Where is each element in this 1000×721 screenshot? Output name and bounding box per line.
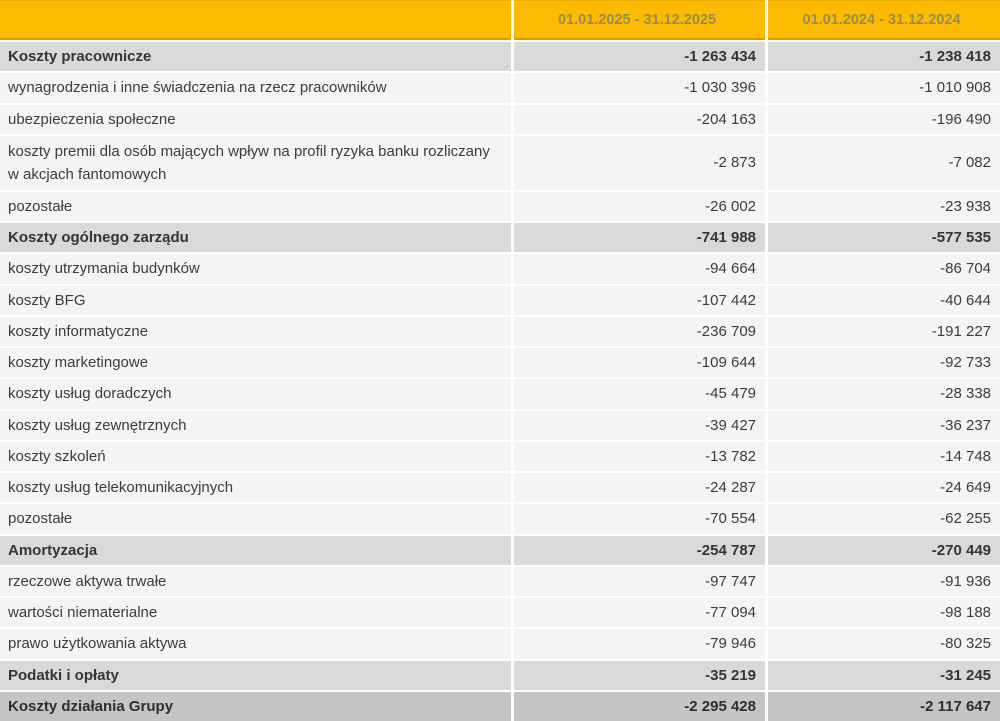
row-label: Koszty ogólnego zarządu	[0, 223, 511, 252]
row-value-2024: -36 237	[768, 411, 1000, 440]
row-value-2025: -97 747	[514, 567, 765, 596]
row-label: pozostałe	[0, 504, 511, 533]
row-value-2025: -45 479	[514, 379, 765, 408]
row-value-2025: -2 295 428	[514, 692, 765, 721]
row-label: koszty BFG	[0, 286, 511, 315]
row-value-2024: -191 227	[768, 317, 1000, 346]
row-label: Koszty działania Grupy	[0, 692, 511, 721]
table-body	[0, 42, 1000, 721]
table-row	[0, 348, 1000, 377]
header-empty-cell	[0, 0, 511, 40]
table-row	[0, 692, 1000, 721]
row-label: koszty szkoleń	[0, 442, 511, 471]
row-value-2025: -77 094	[514, 598, 765, 627]
row-label: rzeczowe aktywa trwałe	[0, 567, 511, 596]
row-value-2024: -196 490	[768, 105, 1000, 134]
table-row	[0, 317, 1000, 346]
row-value-2024: -80 325	[768, 629, 1000, 658]
table-row	[0, 473, 1000, 502]
table-row	[0, 629, 1000, 658]
row-label: koszty premii dla osób mających wpływ na profil ryzyka banku rozliczany w akcjach fantomowych	[0, 136, 511, 190]
table-header-row	[0, 0, 1000, 40]
row-value-2025: -254 787	[514, 536, 765, 565]
row-value-2025: -35 219	[514, 661, 765, 690]
table-row	[0, 567, 1000, 596]
row-value-2024: -28 338	[768, 379, 1000, 408]
row-value-2025: -70 554	[514, 504, 765, 533]
row-value-2025: -79 946	[514, 629, 765, 658]
row-label: wynagrodzenia i inne świadczenia na rzecz pracowników	[0, 73, 511, 102]
row-value-2024: -31 245	[768, 661, 1000, 690]
table-row	[0, 42, 1000, 71]
row-label: koszty usług telekomunikacyjnych	[0, 473, 511, 502]
row-value-2025: -13 782	[514, 442, 765, 471]
row-value-2024: -91 936	[768, 567, 1000, 596]
row-value-2025: -107 442	[514, 286, 765, 315]
row-value-2025: -39 427	[514, 411, 765, 440]
row-value-2025: -1 263 434	[514, 42, 765, 71]
row-value-2025: -204 163	[514, 105, 765, 134]
table-row	[0, 442, 1000, 471]
row-label: pozostałe	[0, 192, 511, 221]
row-label: koszty utrzymania budynków	[0, 254, 511, 283]
row-value-2024: -98 188	[768, 598, 1000, 627]
row-label: Koszty pracownicze	[0, 42, 511, 71]
table-row	[0, 254, 1000, 283]
table-row	[0, 536, 1000, 565]
row-label: wartości niematerialne	[0, 598, 511, 627]
row-label: ubezpieczenia społeczne	[0, 105, 511, 134]
row-value-2024: -2 117 647	[768, 692, 1000, 721]
row-value-2024: -14 748	[768, 442, 1000, 471]
row-value-2025: -109 644	[514, 348, 765, 377]
table-row	[0, 73, 1000, 102]
table-row	[0, 192, 1000, 221]
row-label: koszty usług zewnętrznych	[0, 411, 511, 440]
header-period-2025: 01.01.2025 - 31.12.2025	[514, 0, 765, 40]
row-value-2024: -86 704	[768, 254, 1000, 283]
table-row	[0, 504, 1000, 533]
row-value-2025: -1 030 396	[514, 73, 765, 102]
row-value-2024: -23 938	[768, 192, 1000, 221]
table-row	[0, 379, 1000, 408]
table-row	[0, 223, 1000, 252]
row-label: koszty usług doradczych	[0, 379, 511, 408]
row-value-2024: -40 644	[768, 286, 1000, 315]
table-row	[0, 136, 1000, 190]
header-period-2024: 01.01.2024 - 31.12.2024	[768, 0, 1000, 40]
table-row	[0, 598, 1000, 627]
row-value-2025: -2 873	[514, 136, 765, 190]
table-row	[0, 411, 1000, 440]
row-label: koszty marketingowe	[0, 348, 511, 377]
row-value-2025: -741 988	[514, 223, 765, 252]
row-value-2024: -1 238 418	[768, 42, 1000, 71]
row-label: Amortyzacja	[0, 536, 511, 565]
row-label: koszty informatyczne	[0, 317, 511, 346]
row-label: Podatki i opłaty	[0, 661, 511, 690]
row-value-2024: -7 082	[768, 136, 1000, 190]
row-value-2025: -94 664	[514, 254, 765, 283]
table-row	[0, 661, 1000, 690]
row-value-2024: -270 449	[768, 536, 1000, 565]
row-value-2025: -26 002	[514, 192, 765, 221]
row-value-2024: -577 535	[768, 223, 1000, 252]
row-value-2024: -62 255	[768, 504, 1000, 533]
row-value-2025: -24 287	[514, 473, 765, 502]
row-value-2024: -92 733	[768, 348, 1000, 377]
row-value-2025: -236 709	[514, 317, 765, 346]
table-row	[0, 286, 1000, 315]
table-row	[0, 105, 1000, 134]
row-label: prawo użytkowania aktywa	[0, 629, 511, 658]
row-value-2024: -24 649	[768, 473, 1000, 502]
row-value-2024: -1 010 908	[768, 73, 1000, 102]
